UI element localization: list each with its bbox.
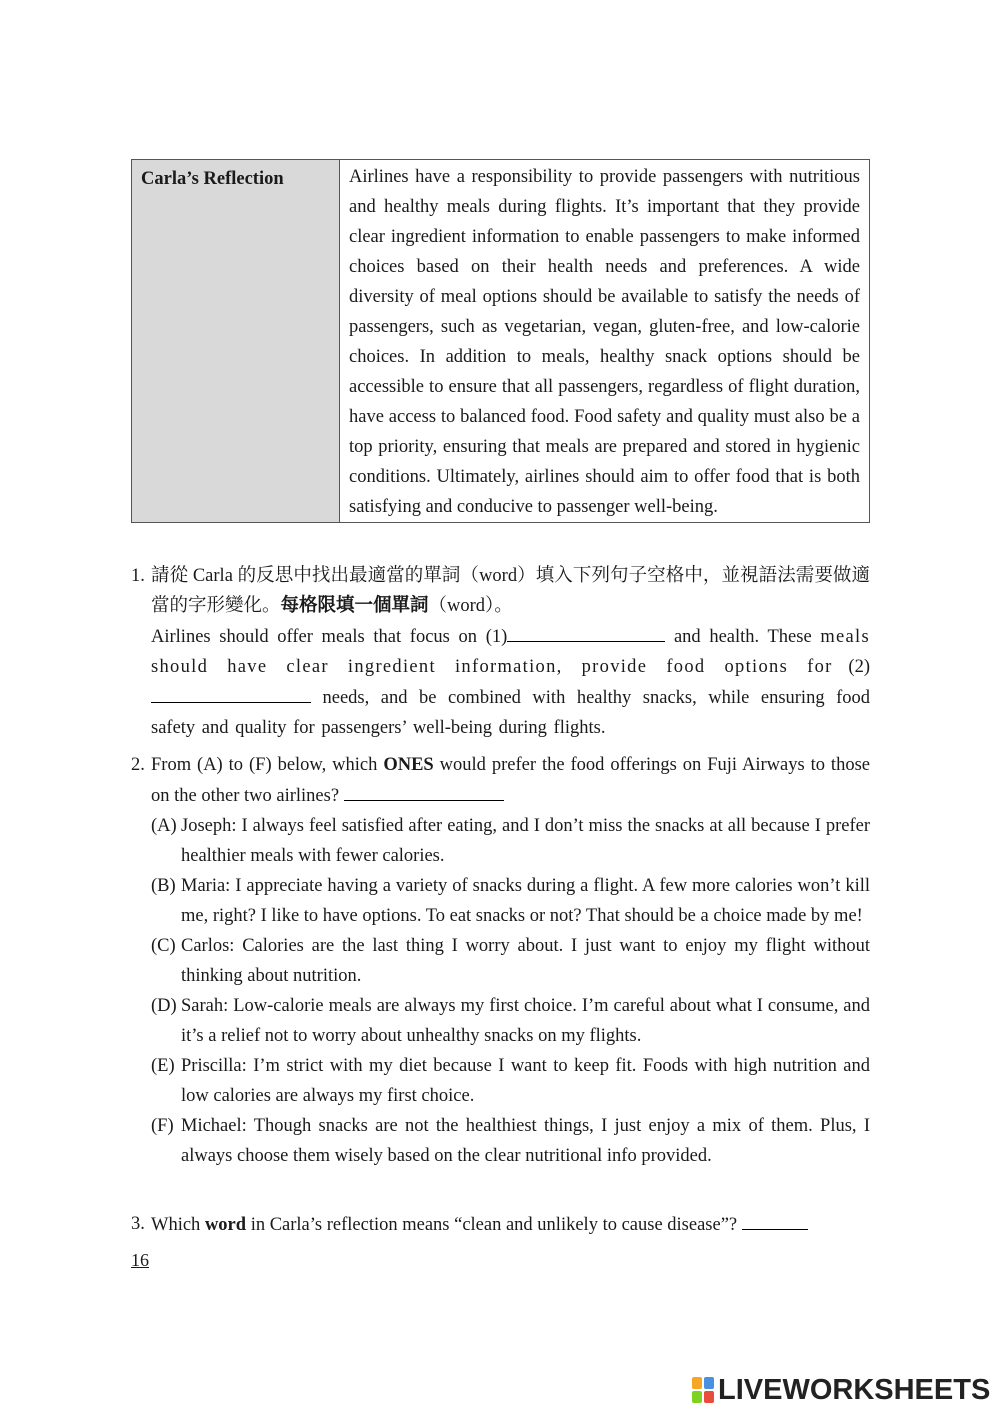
option-label: (E) [151, 1056, 175, 1076]
question-2-prompt: From (A) to (F) below, which ONES would prefer the food offerings on Fuji Airways to those on the other two airlines? [151, 755, 870, 806]
answer-option[interactable] [131, 1051, 870, 1111]
logo-text: LIVEWORKSHEETS [718, 1373, 991, 1406]
option-label: (D) [151, 996, 177, 1016]
answer-blank-q3[interactable] [742, 1209, 808, 1230]
option-text: Michael: Though snacks are not the healthiest things, I just enjoy a mix of them. Plus, I always choose them wisely based on the clear nutritional info provided. [181, 1116, 870, 1166]
prompt-emphasis: ONES [383, 755, 434, 775]
answer-option[interactable] [131, 1111, 870, 1171]
question-1-number: 1. [131, 566, 145, 586]
logo-square [704, 1391, 714, 1403]
question-1-passage: Airlines should offer meals that focus on (1) and health. These meals should have clear ingredient information, provide food options for (2) needs, and be combined with healthy snacks, while ensuring food safety and quality for passengers’ well-being during flights. [131, 621, 870, 743]
option-text: Sarah: Low-calorie meals are always my first choice. I’m careful about what I consume, and it’s a relief not to worry about unhealthy snacks on my flights. [181, 996, 870, 1046]
option-text: Carlos: Calories are the last thing I worry about. I just want to enjoy my flight without thinking about nutrition. [181, 936, 870, 986]
answer-option[interactable] [131, 991, 870, 1051]
instruction-emphasis: 每格限填一個單詞 [280, 596, 429, 616]
reflection-text: Airlines have a responsibility to provide passengers with nutritious and healthy meals during flights. It’s important that they provide clear ingredient information to enable passengers to make informed choices based on their health needs and preferences. A wide diversity of meal options should be available to satisfy the needs of passengers, such as vegetarian, vegan, gluten-free, and low-calorie choices. In addition to meals, healthy snack options should be accessible to ensure that all passengers, regardless of flight duration, have access to balanced food. Food safety and quality must also be a top priority, ensuring that meals are prepared and stored in hygienic conditions. Ultimately, airlines should aim to offer food that is both satisfying and conducive to passenger well-being. [340, 160, 870, 523]
blank-2[interactable] [151, 682, 311, 703]
option-text: Joseph: I always feel satisfied after eating, and I don’t miss the snacks at all because I prefer healthier meals with fewer calories. [181, 816, 870, 866]
question-1 [131, 561, 870, 743]
option-label: (A) [151, 816, 177, 836]
logo-mark-icon [692, 1377, 714, 1403]
logo-square [692, 1377, 702, 1389]
prompt-emphasis: word [204, 1215, 247, 1235]
question-3-number: 3. [131, 1214, 145, 1234]
option-label: (C) [151, 936, 176, 956]
option-text: Priscilla: I’m strict with my diet because I want to keep fit. Foods with high nutrition and low calories are always my first choice. [181, 1056, 870, 1106]
answer-blank-q2[interactable] [344, 780, 504, 801]
answer-option[interactable] [131, 871, 870, 931]
option-text: Maria: I appreciate having a variety of snacks during a flight. A few more calories won’t kill me, right? I like to have options. To eat snacks or not? That should be a choice made by me! [181, 876, 870, 926]
answer-option[interactable] [131, 931, 870, 991]
liveworksheets-logo [692, 1375, 992, 1405]
option-label: (F) [151, 1116, 174, 1136]
question-2-options [131, 811, 870, 1171]
question-3 [131, 1209, 870, 1240]
question-3-prompt: Which word in Carla’s reflection means “clean and unlikely to cause disease”? [131, 1209, 870, 1240]
reflection-heading: Carla’s Reflection [132, 160, 340, 523]
blank-1[interactable] [507, 621, 665, 642]
answer-option[interactable] [131, 811, 870, 871]
option-label: (B) [151, 876, 176, 896]
logo-square [704, 1377, 714, 1389]
question-2 [131, 750, 870, 1171]
page-number: 16 [131, 1250, 149, 1270]
question-1-instruction: 請從 Carla 的反思中找出最適當的單詞（word）填入下列句子空格中，並視語法需要做適當的字形變化。每格限填一個單詞（word）。 [151, 566, 870, 616]
logo-square [692, 1391, 702, 1403]
reflection-table [131, 159, 870, 523]
question-2-number: 2. [131, 755, 145, 775]
